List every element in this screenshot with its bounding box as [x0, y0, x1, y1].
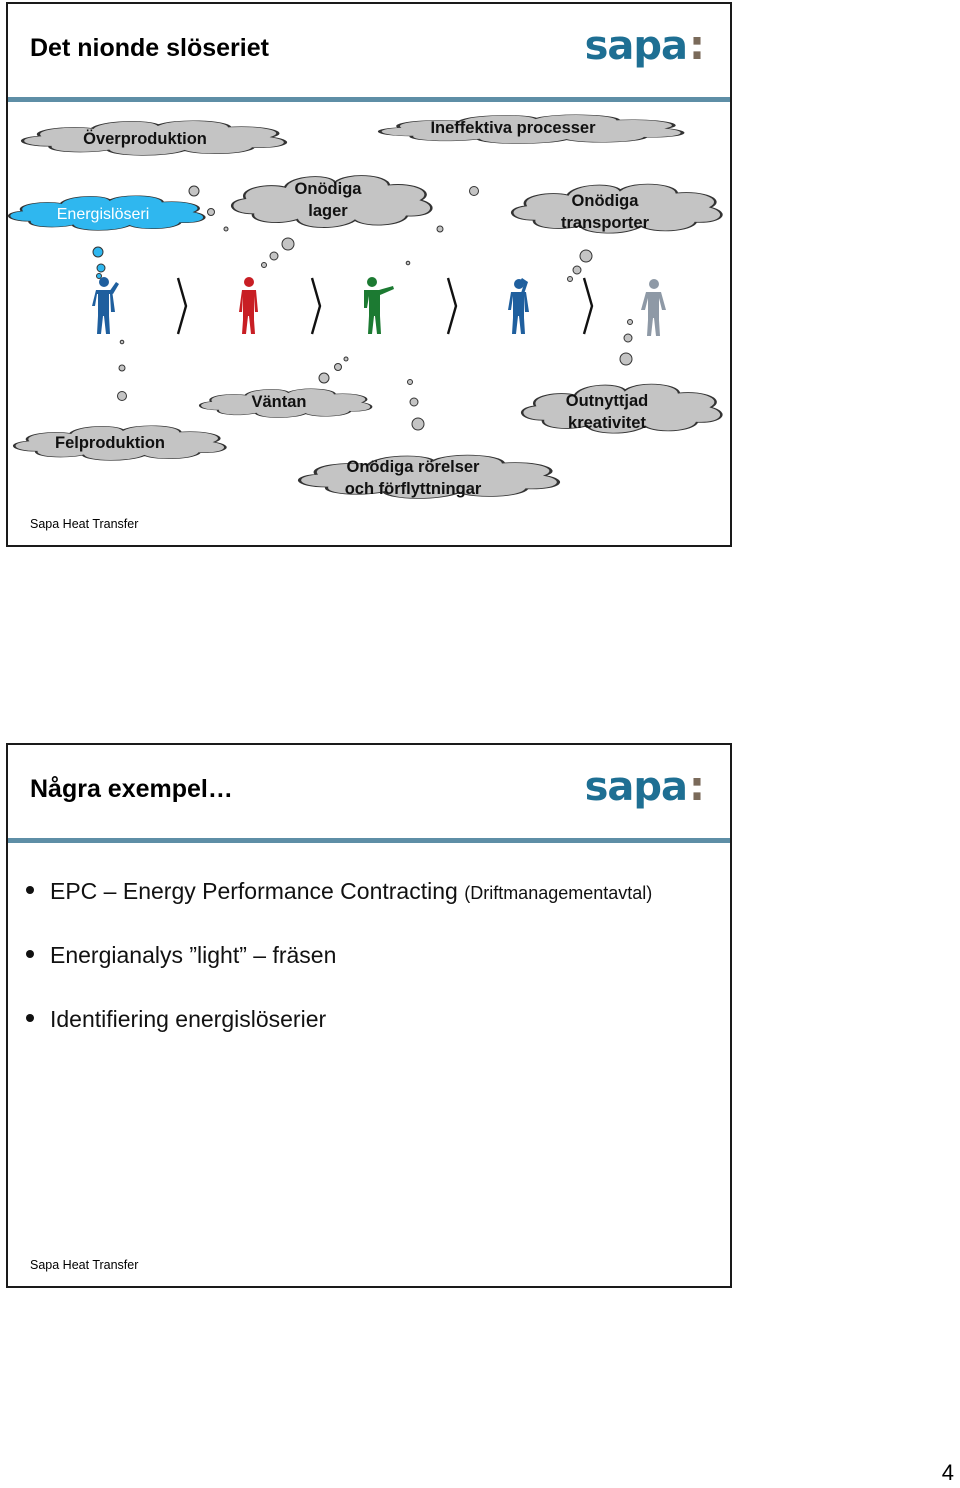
page-number: 4 — [941, 1460, 954, 1485]
thought-bubbles-blue — [93, 247, 105, 279]
sapa-logo — [584, 764, 704, 810]
chevron-4 — [584, 278, 592, 334]
chevron-2 — [312, 278, 320, 334]
label-unnecessary-transport — [561, 190, 649, 234]
logo-colon: : — [689, 23, 704, 69]
slide-examples — [6, 743, 732, 1288]
bullet-item — [26, 873, 652, 937]
label-unused-creativity — [566, 390, 649, 434]
label-unnecessary-inventory-line1: Onödiga — [294, 180, 362, 198]
label-unused-creativity-line2: kreativitet — [568, 414, 646, 432]
label-unnecessary-inventory — [295, 178, 362, 222]
bullet-subtext: (Driftmanagementavtal) — [464, 883, 653, 903]
person-blue-thinking — [92, 277, 119, 334]
bullet-text: Identifiering energislöserier — [50, 1006, 327, 1032]
bullet-item — [26, 1001, 652, 1065]
person-gray-standing — [641, 279, 666, 336]
slide-waste — [6, 2, 732, 547]
label-waiting: Väntan — [251, 393, 307, 411]
logo-wordmark: sapa — [584, 764, 687, 810]
label-energy-waste: Energislöseri — [56, 206, 150, 223]
slide-footer: Sapa Heat Transfer — [30, 517, 139, 531]
person-green-pointing — [364, 277, 394, 334]
label-defects: Felproduktion — [55, 434, 165, 452]
bullet-text: Energianalys ”light” – fräsen — [50, 942, 337, 968]
title-divider — [8, 838, 730, 843]
logo-wordmark: sapa — [584, 23, 687, 69]
label-unnecessary-motion-line1: Onödiga rörelser — [346, 458, 480, 476]
bullet-list — [26, 873, 652, 1065]
person-blue-scratching — [508, 278, 529, 334]
bullet-dot-icon — [26, 886, 34, 894]
slide-title: Det nionde slöseriet — [30, 34, 269, 62]
label-unnecessary-motion-line2: och förflyttningar — [344, 480, 482, 498]
chevron-3 — [448, 278, 456, 334]
slide-footer: Sapa Heat Transfer — [30, 1258, 139, 1272]
label-unnecessary-transport-line2: transporter — [560, 214, 650, 232]
label-unnecessary-transport-line1: Onödiga — [571, 192, 639, 210]
label-unnecessary-inventory-line2: lager — [308, 202, 348, 220]
bullet-item — [26, 937, 652, 1001]
bullet-text: EPC – Energy Performance Contracting — [50, 878, 458, 904]
label-overproduction: Överproduktion — [83, 130, 207, 148]
bullet-dot-icon — [26, 1014, 34, 1022]
bullet-dot-icon — [26, 950, 34, 958]
person-red-standing — [239, 277, 258, 334]
chevron-1 — [178, 278, 186, 334]
label-unused-creativity-line1: Outnyttjad — [565, 392, 649, 410]
label-unnecessary-motion — [345, 456, 482, 500]
label-ineffective-processes: Ineffektiva processer — [430, 119, 596, 137]
logo-colon: : — [689, 764, 704, 810]
slide-title: Några exempel… — [30, 775, 233, 803]
